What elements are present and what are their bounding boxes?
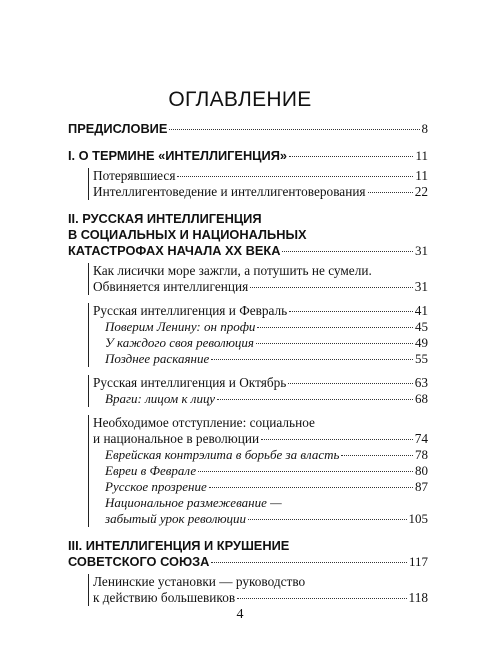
toc-entry-title: У каждого своя революция	[105, 335, 254, 350]
toc-entry-title: Потерявшиеся	[93, 168, 176, 183]
toc-entry-title-line: II. РУССКАЯ ИНТЕЛЛИГЕНЦИЯ	[68, 211, 262, 226]
toc-page-number: 117	[408, 554, 428, 569]
toc-entry-chapter[interactable]	[105, 335, 428, 351]
toc-entry-subsection[interactable]	[93, 415, 428, 447]
toc-entry-title-line: III. ИНТЕЛЛИГЕНЦИЯ И КРУШЕНИЕ	[68, 538, 290, 553]
toc-entry-chapter[interactable]	[105, 463, 428, 479]
toc-entry-title-line: забытый урок революции	[105, 511, 247, 526]
toc-page-number: 78	[415, 447, 428, 462]
toc-entry-chapter[interactable]	[105, 351, 428, 367]
toc-entry-subsection[interactable]	[93, 303, 428, 319]
toc-entry-chapter[interactable]	[105, 319, 428, 335]
toc-entry-title: Евреи в Феврале	[105, 463, 197, 478]
toc-entry-title-line: В СОЦИАЛЬНЫХ И НАЦИОНАЛЬНЫХ	[68, 227, 307, 242]
toc-entry-title: Поверим Ленину: он профи	[105, 319, 256, 334]
toc-entry-title-line: Необходимое отступление: социальное	[93, 415, 315, 430]
toc-page-number: 63	[414, 375, 428, 390]
dot-leader	[177, 176, 413, 177]
dot-leader	[282, 251, 413, 252]
toc-entry-section-1[interactable]	[68, 148, 428, 164]
toc-page-number: 80	[415, 463, 428, 478]
dot-leader	[289, 311, 412, 312]
dot-leader	[209, 487, 413, 488]
toc-entry-chapter[interactable]	[105, 495, 428, 527]
toc-entry-title-line: КАТАСТРОФАХ НАЧАЛА XX ВЕКА	[68, 243, 281, 258]
toc-entry-preface[interactable]	[68, 121, 428, 137]
toc-entry-title: Русская интеллигенция и Октябрь	[93, 375, 287, 390]
toc-entry-title: Русское прозрение	[105, 479, 207, 494]
toc-page-number: 11	[415, 168, 428, 183]
dot-leader	[248, 519, 406, 520]
toc-entry-section-3[interactable]	[68, 538, 428, 570]
toc-entry-title-line: к действию большевиков	[93, 590, 236, 605]
toc-page-number: 31	[415, 243, 428, 258]
dot-leader	[169, 129, 419, 130]
toc-page-number: 118	[408, 590, 428, 605]
toc-page-number: 49	[415, 335, 428, 350]
toc-entry-chapter[interactable]	[105, 479, 428, 495]
toc-page-number: 8	[421, 121, 428, 136]
toc-subgroup	[88, 415, 428, 527]
dot-leader	[250, 287, 413, 288]
page-number: 4	[236, 607, 244, 622]
toc-entry-title: Позднее раскаяние	[105, 351, 210, 366]
toc-entry-title-line: Ленинские установки — руководство	[93, 574, 306, 589]
toc-page-number: 22	[414, 184, 428, 199]
dot-leader	[211, 359, 413, 360]
toc-subgroup	[88, 168, 428, 200]
toc-page-number: 74	[414, 431, 428, 446]
dot-leader	[368, 192, 413, 193]
dot-leader	[256, 343, 413, 344]
toc-entry-title-line: и национальное в революции	[93, 431, 260, 446]
toc-entry-chapter[interactable]	[105, 447, 428, 463]
toc-page-number: 31	[414, 279, 428, 294]
toc-entry-subsection[interactable]	[93, 263, 428, 295]
table-of-contents	[68, 121, 428, 606]
dot-leader	[217, 399, 413, 400]
toc-entry-title: Еврейская контрэлита в борьбе за власть	[105, 447, 340, 462]
toc-entry-title-line: СОВЕТСКОГО СОЮЗА	[68, 554, 210, 569]
toc-page-number: 87	[415, 479, 428, 494]
toc-entry-subsection[interactable]	[93, 184, 428, 200]
toc-entry-section-2[interactable]	[68, 211, 428, 259]
toc-entry-subsection[interactable]	[93, 168, 428, 184]
dot-leader	[237, 598, 406, 599]
dot-leader	[261, 439, 413, 440]
toc-entry-title: Враги: лицом к лицу	[105, 391, 216, 406]
toc-subgroup	[88, 263, 428, 295]
toc-entry-title: ПРЕДИСЛОВИЕ	[68, 121, 168, 136]
toc-page-number: 55	[415, 351, 428, 366]
toc-entry-subsection[interactable]	[93, 375, 428, 391]
toc-page-number: 45	[415, 319, 428, 334]
toc-page-number: 105	[408, 511, 428, 526]
page-title: ОГЛАВЛЕНИЕ	[168, 88, 312, 111]
toc-entry-title-line: Обвиняется интеллигенция	[93, 279, 249, 294]
toc-entry-chapter[interactable]	[105, 391, 428, 407]
toc-page-number: 68	[415, 391, 428, 406]
toc-entry-title: Русская интеллигенция и Февраль	[93, 303, 288, 318]
dot-leader	[211, 562, 407, 563]
toc-entry-title: Интеллигентоведение и интеллигентоверования	[93, 184, 366, 199]
toc-page-number: 41	[414, 303, 428, 318]
dot-leader	[288, 383, 412, 384]
toc-entry-title-line: Как лисички море зажгли, а потушить не сумели.	[93, 263, 372, 278]
toc-entry-subsection[interactable]	[93, 574, 428, 606]
toc-entry-title-line: Национальное размежевание —	[105, 495, 282, 510]
toc-page-number: 11	[415, 148, 428, 163]
toc-entry-title: I. О ТЕРМИНЕ «ИНТЕЛЛИГЕНЦИЯ»	[68, 148, 288, 163]
toc-subgroup	[88, 574, 428, 606]
dot-leader	[198, 471, 413, 472]
dot-leader	[341, 455, 413, 456]
dot-leader	[289, 156, 413, 157]
dot-leader	[257, 327, 413, 328]
toc-subgroup	[88, 375, 428, 407]
toc-subgroup	[88, 303, 428, 367]
